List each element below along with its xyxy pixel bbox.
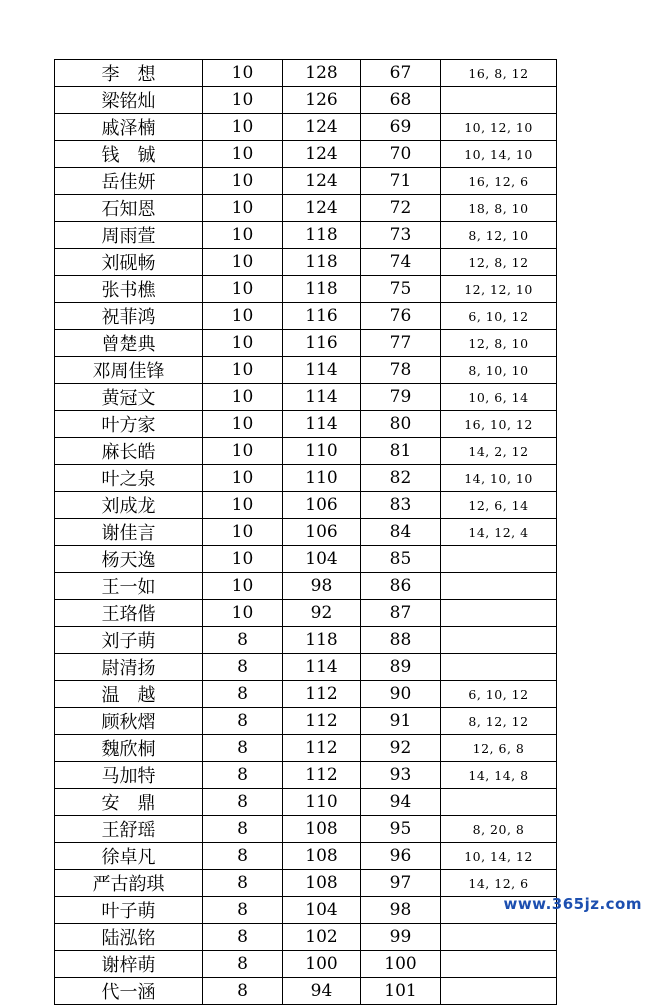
- breakdown-cell: 14, 14, 8: [441, 762, 557, 789]
- column-b-cell: 114: [283, 357, 361, 384]
- column-a-cell: 10: [203, 141, 283, 168]
- table-row: [55, 60, 557, 87]
- table-row: [55, 654, 557, 681]
- column-c-cell: 78: [361, 357, 441, 384]
- column-c-cell: 100: [361, 951, 441, 978]
- column-c-cell: 97: [361, 870, 441, 897]
- student-name-cell: 刘成龙: [55, 492, 203, 519]
- column-a-cell: 10: [203, 384, 283, 411]
- column-c-cell: 82: [361, 465, 441, 492]
- column-a-cell: 8: [203, 627, 283, 654]
- column-b-cell: 98: [283, 573, 361, 600]
- column-a-cell: 10: [203, 249, 283, 276]
- column-a-cell: 10: [203, 357, 283, 384]
- column-a-cell: 10: [203, 492, 283, 519]
- column-c-cell: 92: [361, 735, 441, 762]
- column-b-cell: 108: [283, 816, 361, 843]
- breakdown-cell: [441, 924, 557, 951]
- student-name-cell: 张书樵: [55, 276, 203, 303]
- breakdown-cell: 8, 20, 8: [441, 816, 557, 843]
- column-a-cell: 8: [203, 870, 283, 897]
- student-name-cell: 周雨萱: [55, 222, 203, 249]
- table-row: [55, 978, 557, 1005]
- column-c-cell: 101: [361, 978, 441, 1005]
- breakdown-cell: 10, 14, 12: [441, 843, 557, 870]
- column-c-cell: 88: [361, 627, 441, 654]
- student-name-cell: 李 想: [55, 60, 203, 87]
- column-a-cell: 8: [203, 951, 283, 978]
- breakdown-cell: 6, 10, 12: [441, 681, 557, 708]
- breakdown-cell: 18, 8, 10: [441, 195, 557, 222]
- breakdown-cell: 14, 10, 10: [441, 465, 557, 492]
- student-name-cell: 王珞偕: [55, 600, 203, 627]
- column-a-cell: 8: [203, 735, 283, 762]
- table-row: [55, 816, 557, 843]
- column-c-cell: 90: [361, 681, 441, 708]
- table-row: [55, 465, 557, 492]
- table-row: [55, 357, 557, 384]
- column-b-cell: 104: [283, 546, 361, 573]
- column-c-cell: 75: [361, 276, 441, 303]
- breakdown-cell: [441, 951, 557, 978]
- student-name-cell: 邓周佳锋: [55, 357, 203, 384]
- student-name-cell: 谢梓萌: [55, 951, 203, 978]
- column-b-cell: 118: [283, 627, 361, 654]
- column-b-cell: 116: [283, 330, 361, 357]
- column-c-cell: 84: [361, 519, 441, 546]
- table-row: [55, 627, 557, 654]
- column-b-cell: 114: [283, 654, 361, 681]
- column-a-cell: 10: [203, 411, 283, 438]
- column-c-cell: 81: [361, 438, 441, 465]
- column-b-cell: 124: [283, 168, 361, 195]
- student-name-cell: 叶子萌: [55, 897, 203, 924]
- breakdown-cell: [441, 600, 557, 627]
- column-b-cell: 112: [283, 762, 361, 789]
- breakdown-cell: 12, 6, 14: [441, 492, 557, 519]
- column-b-cell: 102: [283, 924, 361, 951]
- column-c-cell: 68: [361, 87, 441, 114]
- table-row: [55, 330, 557, 357]
- column-a-cell: 10: [203, 168, 283, 195]
- table-row: [55, 141, 557, 168]
- student-name-cell: 刘子萌: [55, 627, 203, 654]
- column-b-cell: 124: [283, 114, 361, 141]
- table-row: [55, 249, 557, 276]
- breakdown-cell: [441, 627, 557, 654]
- breakdown-cell: 14, 12, 6: [441, 870, 557, 897]
- student-name-cell: 谢佳言: [55, 519, 203, 546]
- column-a-cell: 10: [203, 519, 283, 546]
- column-a-cell: 10: [203, 195, 283, 222]
- column-b-cell: 114: [283, 384, 361, 411]
- column-a-cell: 8: [203, 681, 283, 708]
- column-a-cell: 10: [203, 87, 283, 114]
- breakdown-cell: 8, 12, 10: [441, 222, 557, 249]
- student-name-cell: 魏欣桐: [55, 735, 203, 762]
- column-b-cell: 124: [283, 141, 361, 168]
- column-c-cell: 91: [361, 708, 441, 735]
- column-b-cell: 124: [283, 195, 361, 222]
- column-c-cell: 98: [361, 897, 441, 924]
- column-c-cell: 93: [361, 762, 441, 789]
- column-a-cell: 10: [203, 276, 283, 303]
- column-b-cell: 112: [283, 735, 361, 762]
- student-name-cell: 石知恩: [55, 195, 203, 222]
- breakdown-cell: [441, 87, 557, 114]
- column-b-cell: 116: [283, 303, 361, 330]
- column-a-cell: 10: [203, 330, 283, 357]
- student-name-cell: 钱 铖: [55, 141, 203, 168]
- column-c-cell: 94: [361, 789, 441, 816]
- table-row: [55, 114, 557, 141]
- column-a-cell: 8: [203, 789, 283, 816]
- breakdown-cell: [441, 978, 557, 1005]
- student-name-cell: 麻长皓: [55, 438, 203, 465]
- column-c-cell: 67: [361, 60, 441, 87]
- student-name-cell: 梁铭灿: [55, 87, 203, 114]
- breakdown-cell: 12, 8, 10: [441, 330, 557, 357]
- column-a-cell: 10: [203, 222, 283, 249]
- breakdown-cell: 10, 12, 10: [441, 114, 557, 141]
- column-a-cell: 10: [203, 573, 283, 600]
- table-row: [55, 276, 557, 303]
- column-c-cell: 83: [361, 492, 441, 519]
- score-table: [54, 59, 557, 1005]
- column-a-cell: 10: [203, 438, 283, 465]
- breakdown-cell: 8, 12, 12: [441, 708, 557, 735]
- student-name-cell: 严古韵琪: [55, 870, 203, 897]
- table-row: [55, 411, 557, 438]
- breakdown-cell: [441, 573, 557, 600]
- table-row: [55, 195, 557, 222]
- column-b-cell: 106: [283, 492, 361, 519]
- table-row: [55, 87, 557, 114]
- column-b-cell: 106: [283, 519, 361, 546]
- column-a-cell: 10: [203, 465, 283, 492]
- column-c-cell: 79: [361, 384, 441, 411]
- column-a-cell: 8: [203, 843, 283, 870]
- column-c-cell: 69: [361, 114, 441, 141]
- student-name-cell: 代一涵: [55, 978, 203, 1005]
- student-name-cell: 戚泽楠: [55, 114, 203, 141]
- column-b-cell: 118: [283, 276, 361, 303]
- column-a-cell: 10: [203, 114, 283, 141]
- column-b-cell: 118: [283, 249, 361, 276]
- column-a-cell: 10: [203, 600, 283, 627]
- table-row: [55, 735, 557, 762]
- table-row: [55, 519, 557, 546]
- column-c-cell: 71: [361, 168, 441, 195]
- table-row: [55, 843, 557, 870]
- student-name-cell: 徐卓凡: [55, 843, 203, 870]
- table-row: [55, 438, 557, 465]
- column-b-cell: 110: [283, 438, 361, 465]
- column-b-cell: 110: [283, 789, 361, 816]
- student-name-cell: 祝菲鸿: [55, 303, 203, 330]
- table-row: [55, 789, 557, 816]
- column-b-cell: 114: [283, 411, 361, 438]
- table-row: [55, 762, 557, 789]
- table-row: [55, 897, 557, 924]
- breakdown-cell: 12, 12, 10: [441, 276, 557, 303]
- column-b-cell: 92: [283, 600, 361, 627]
- column-c-cell: 96: [361, 843, 441, 870]
- column-a-cell: 8: [203, 897, 283, 924]
- breakdown-cell: 12, 8, 12: [441, 249, 557, 276]
- student-name-cell: 曾楚典: [55, 330, 203, 357]
- table-row: [55, 492, 557, 519]
- column-c-cell: 74: [361, 249, 441, 276]
- column-a-cell: 10: [203, 303, 283, 330]
- table-row: [55, 600, 557, 627]
- column-b-cell: 118: [283, 222, 361, 249]
- column-a-cell: 8: [203, 924, 283, 951]
- breakdown-cell: 16, 10, 12: [441, 411, 557, 438]
- column-c-cell: 99: [361, 924, 441, 951]
- student-name-cell: 马加特: [55, 762, 203, 789]
- column-b-cell: 104: [283, 897, 361, 924]
- site-watermark: www.365jz.com: [503, 895, 642, 913]
- column-c-cell: 70: [361, 141, 441, 168]
- column-c-cell: 87: [361, 600, 441, 627]
- column-a-cell: 10: [203, 60, 283, 87]
- student-name-cell: 叶之泉: [55, 465, 203, 492]
- breakdown-cell: 8, 10, 10: [441, 357, 557, 384]
- column-a-cell: 8: [203, 816, 283, 843]
- student-name-cell: 王一如: [55, 573, 203, 600]
- column-c-cell: 86: [361, 573, 441, 600]
- column-c-cell: 77: [361, 330, 441, 357]
- student-name-cell: 顾秋熠: [55, 708, 203, 735]
- student-name-cell: 叶方家: [55, 411, 203, 438]
- column-b-cell: 94: [283, 978, 361, 1005]
- column-b-cell: 100: [283, 951, 361, 978]
- column-a-cell: 10: [203, 546, 283, 573]
- table-row: [55, 870, 557, 897]
- breakdown-cell: 16, 12, 6: [441, 168, 557, 195]
- breakdown-cell: [441, 546, 557, 573]
- table-row: [55, 168, 557, 195]
- column-a-cell: 8: [203, 708, 283, 735]
- column-a-cell: 8: [203, 762, 283, 789]
- breakdown-cell: 14, 12, 4: [441, 519, 557, 546]
- student-name-cell: 岳佳妍: [55, 168, 203, 195]
- column-c-cell: 89: [361, 654, 441, 681]
- column-c-cell: 80: [361, 411, 441, 438]
- column-c-cell: 72: [361, 195, 441, 222]
- breakdown-cell: 10, 6, 14: [441, 384, 557, 411]
- score-table-body: [55, 60, 557, 1005]
- student-name-cell: 安 鼎: [55, 789, 203, 816]
- table-row: [55, 573, 557, 600]
- student-name-cell: 王舒瑶: [55, 816, 203, 843]
- column-b-cell: 108: [283, 870, 361, 897]
- column-b-cell: 112: [283, 708, 361, 735]
- breakdown-cell: 16, 8, 12: [441, 60, 557, 87]
- column-b-cell: 126: [283, 87, 361, 114]
- student-name-cell: 尉清扬: [55, 654, 203, 681]
- table-row: [55, 924, 557, 951]
- column-c-cell: 76: [361, 303, 441, 330]
- column-b-cell: 108: [283, 843, 361, 870]
- breakdown-cell: 12, 6, 8: [441, 735, 557, 762]
- table-row: [55, 681, 557, 708]
- column-c-cell: 95: [361, 816, 441, 843]
- breakdown-cell: 6, 10, 12: [441, 303, 557, 330]
- student-name-cell: 刘砚畅: [55, 249, 203, 276]
- breakdown-cell: 10, 14, 10: [441, 141, 557, 168]
- column-a-cell: 8: [203, 978, 283, 1005]
- student-name-cell: 陆泓铭: [55, 924, 203, 951]
- table-row: [55, 951, 557, 978]
- breakdown-cell: [441, 654, 557, 681]
- breakdown-cell: [441, 789, 557, 816]
- table-row: [55, 708, 557, 735]
- student-name-cell: 黄冠文: [55, 384, 203, 411]
- table-row: [55, 384, 557, 411]
- breakdown-cell: 14, 2, 12: [441, 438, 557, 465]
- table-row: [55, 546, 557, 573]
- table-row: [55, 303, 557, 330]
- student-name-cell: 温 越: [55, 681, 203, 708]
- student-name-cell: 杨天逸: [55, 546, 203, 573]
- column-c-cell: 73: [361, 222, 441, 249]
- table-row: [55, 222, 557, 249]
- column-b-cell: 128: [283, 60, 361, 87]
- column-b-cell: 110: [283, 465, 361, 492]
- column-c-cell: 85: [361, 546, 441, 573]
- column-a-cell: 8: [203, 654, 283, 681]
- column-b-cell: 112: [283, 681, 361, 708]
